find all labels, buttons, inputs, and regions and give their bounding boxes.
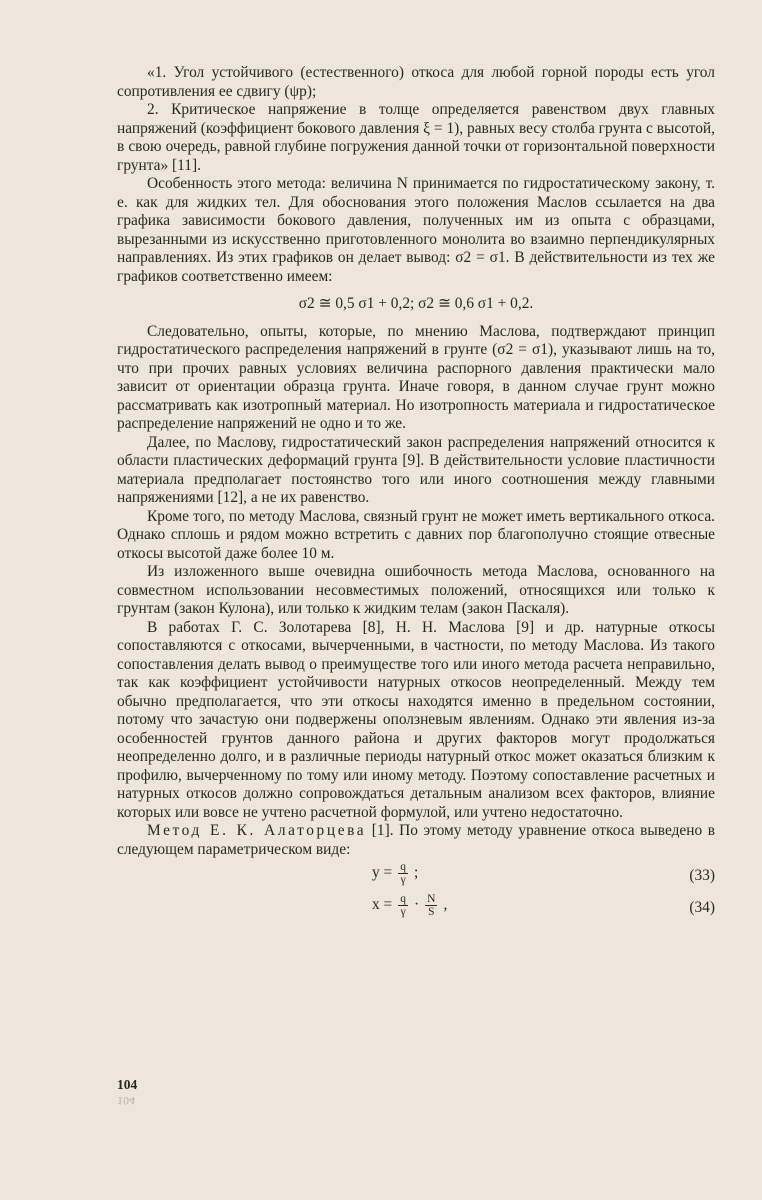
equation-34-tail: , [443, 896, 448, 914]
paragraph-conclusion: Следовательно, опыты, которые, по мнению Маслова, подтверждают принцип гидростатического распределения напряжений в грунте (σ2 = σ1), указывают лишь на то, что при прочих равных условиях величина распорного давления практически мало зависит от ориентации образца грунта. Иначе говоря, в данном случае грунт можно рассматривать как изотропный материал. Но изотропность материала и гидростатическое распределение напряжений не одно и то же. [117, 322, 715, 432]
equation-33-fraction [398, 861, 408, 886]
paragraph-quote-2: 2. Критическое напряжение в толще определяется равенством двух главных напряжений (коэффициент бокового давления ξ = 1), равных весу столба грунта с высотой, в свою очередь, равной глубине погружения данной точки от горизонтальной поверхности грунта» [11]. [117, 101, 715, 174]
equation-34-numerator-2: N [427, 893, 436, 905]
equation-33-tail: ; [413, 864, 419, 882]
equation-34-lhs: x = [372, 896, 393, 914]
method-description: [1]. По этому методу уравнение откоса выведено в следующем параметрическом виде: [117, 822, 715, 858]
sigma-formula: σ2 ≅ 0,5 σ1 + 0,2; σ2 ≅ 0,6 σ1 + 0,2. [298, 295, 534, 312]
paragraph-comparison: В работах Г. С. Золотарева [8], Н. Н. Маслова [9] и др. натурные откосы сопоставляются с откосами, вычерченными, в частности, по методу Маслова. Из такого сопоставления делать вывод о преимуществе того или иного метода расчета неправильно, так как коэффициент устойчивости натурных откосов неопределенный. Между тем обычно предполагается, что эти откосы находятся именно в предельном состоянии, потому что зачастую они подвержены оползневым явлениям. Однако эти явления из-за особенностей грунтов данного района и других факторов могут продолжаться неопределенно долго, и в различные периоды натурный откос может оказаться близким к профилю, вычерченному по тому или иному методу. Поэтому сопоставление расчетных и натурных откосов должно сопровождаться детальным анализом всех факторов, влияние которых или вовсе не учтено расчетной формулой, или учтено недостаточно. [117, 618, 715, 821]
method-name: Метод Е. К. Алаторцева [147, 822, 367, 839]
equation-34-formula [372, 893, 447, 918]
equation-34-numerator-1: q [400, 893, 406, 905]
equation-33-numerator: q [400, 861, 406, 873]
equation-33-formula [372, 861, 418, 886]
paragraph-alatortsev [117, 822, 715, 859]
equation-34-fraction-1 [398, 893, 408, 918]
paragraph-error: Из изложенного выше очевидна ошибочность метода Маслова, основанного на совместном использовании несовместимых положений, относящихся или только к грунтам (закон Кулона), или только к жидким телам (закон Паскаля). [117, 563, 715, 617]
paragraph-quote-1: «1. Угол устойчивого (естественного) откоса для любой горной породы есть угол сопротивления ее сдвигу (ψp); [117, 64, 715, 100]
equation-34 [117, 893, 715, 923]
paragraph-method-feature: Особенность этого метода: величина N принимается по гидростатическому закону, т. е. как для жидких тел. Для обоснования этого положения Маслов ссылается на два графика зависимости бокового давления, полученных им из опыта с образцами, вырезанными из искусственно приготовленного монолита во взаимно перпендикулярных направлениях. Из этих графиков он делает вывод: σ2 = σ1. В действительности из тех же графиков соответственно имеем: [117, 175, 715, 285]
equation-34-dot: · [413, 896, 420, 914]
body-text [117, 64, 715, 923]
equation-34-denominator-2: S [428, 906, 435, 918]
equation-34-fraction-2 [425, 893, 437, 918]
equation-33-denominator: γ [400, 874, 406, 886]
page-number-bleedthrough: 104 [117, 1094, 135, 1108]
page-number: 104 [117, 1077, 138, 1092]
equation-33-lhs: y = [372, 864, 393, 882]
paragraph-plasticity: Далее, по Маслову, гидростатический закон распределения напряжений относится к области пластических деформаций грунта [9]. В действительности условие пластичности материала предполагает постоянство того или иного соотношения между главными напряжениями [12], а не их равенство. [117, 433, 715, 506]
equation-34-denominator-1: γ [400, 906, 406, 918]
equation-33-number: (33) [689, 867, 715, 884]
equation-34-number: (34) [689, 899, 715, 916]
paragraph-vertical-slope: Кроме того, по методу Маслова, связный грунт не может иметь вертикального откоса. Однако сплошь и рядом можно встретить с давних пор благополучно стоящие отвесные откосы высотой даже более 10 м. [117, 507, 715, 562]
equation-33 [117, 861, 715, 891]
